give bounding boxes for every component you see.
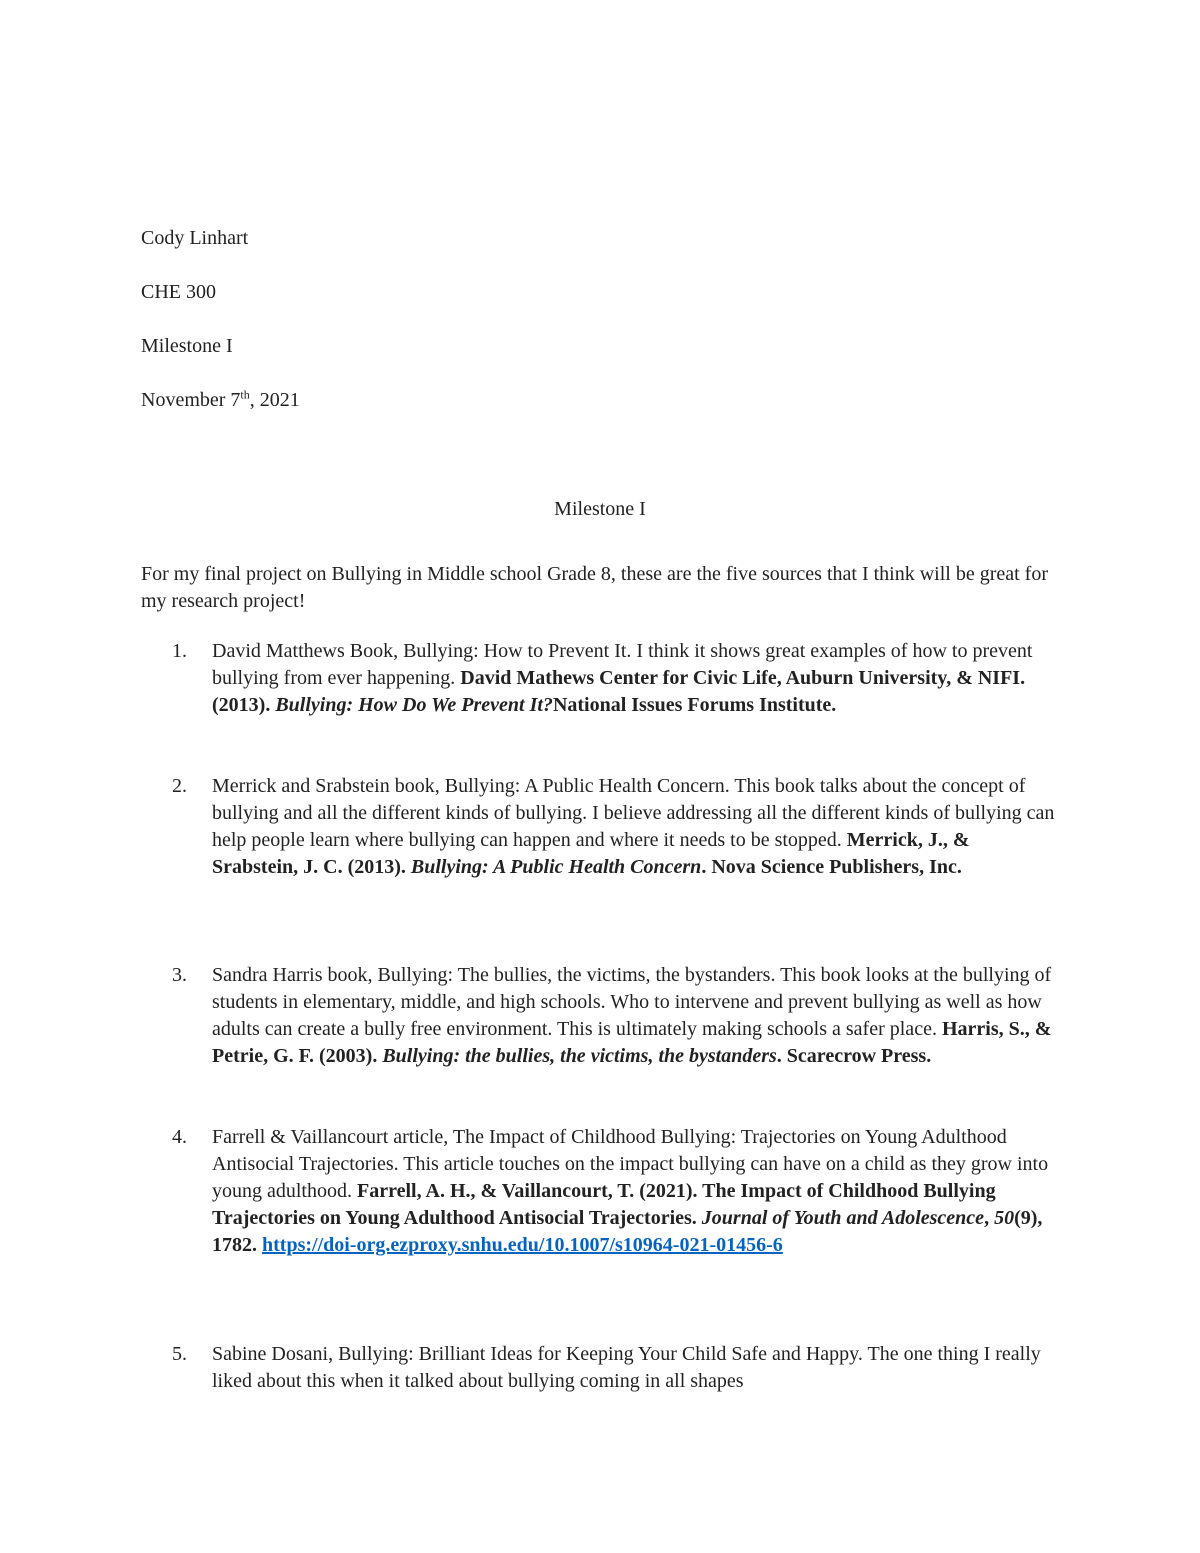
submission-date	[141, 387, 300, 414]
list-number: 4.	[172, 1126, 187, 1148]
source-list-item	[141, 638, 1066, 719]
date-month-day: November 7	[141, 389, 241, 411]
citation-title: Bullying: the bullies, the victims, the bystanders	[382, 1045, 777, 1067]
citation-title: Bullying: How Do We Prevent It?	[275, 694, 553, 716]
source-summary: Farrell & Vaillancourt article, The Impact of Childhood Bullying: Trajectories on Young Adulthood Antisocial Trajectories. This article touches on the impact bullying can have on a child as they grow into young adulthood.	[212, 1126, 1049, 1202]
source-list-item	[141, 1124, 1066, 1259]
citation-publisher: National Issues Forums Institute.	[552, 694, 837, 716]
date-ordinal: th	[240, 387, 250, 402]
source-description	[212, 773, 1058, 881]
citation-authors: Farrell, A. H., & Vaillancourt, T. (2021). The Impact of Childhood Bullying Trajectories on Young Adulthood Antisocial Trajectories.	[212, 1180, 996, 1229]
assignment-name: Milestone I	[141, 335, 233, 357]
list-number: 5.	[172, 1343, 187, 1365]
source-description	[212, 638, 1058, 719]
citation-authors: Merrick, J., & Srabstein, J. C. (2013).	[212, 829, 970, 878]
citation-volume: 50	[994, 1207, 1015, 1229]
source-summary: David Matthews Book, Bullying: How to Prevent It. I think it shows great examples of how to prevent bullying from ever happening.	[212, 640, 1033, 689]
citation-publisher: . Scarecrow Press.	[776, 1045, 932, 1067]
intro-paragraph: For my final project on Bullying in Middle school Grade 8, these are the five sources that I think will be great for my research project!	[141, 563, 1048, 612]
source-description	[212, 1124, 1058, 1259]
list-number: 1.	[172, 640, 187, 662]
citation-title: Bullying: A Public Health Concern	[410, 856, 702, 878]
source-description	[212, 962, 1058, 1070]
citation-authors: David Mathews Center for Civic Life, Auburn University, & NIFI. (2013).	[212, 667, 1026, 716]
source-summary: Merrick and Srabstein book, Bullying: A Public Health Concern. This book talks about the concept of bullying and all the different kinds of bullying. I believe addressing all the different kinds of bullying can help people learn where bullying can happen and where it needs to be stopped.	[212, 775, 1055, 851]
source-description	[212, 1341, 1058, 1395]
list-number: 2.	[172, 775, 187, 797]
list-number: 3.	[172, 964, 187, 986]
citation-separator: ,	[984, 1207, 990, 1229]
citation-issue-pages: (9), 1782.	[212, 1207, 1043, 1256]
source-summary: Sabine Dosani, Bullying: Brilliant Ideas for Keeping Your Child Safe and Happy. The one thing I really liked about this when it talked about bullying coming in all shapes	[212, 1343, 1041, 1392]
source-list-item	[141, 962, 1066, 1070]
doi-link[interactable]: https://doi-org.ezproxy.snhu.edu/10.1007/s10964-021-01456-6	[262, 1234, 783, 1256]
source-list-item	[141, 1341, 1066, 1395]
course-code: CHE 300	[141, 281, 216, 303]
author-name: Cody Linhart	[141, 227, 249, 249]
citation-journal: Journal of Youth and Adolescence	[701, 1207, 985, 1229]
source-summary: Sandra Harris book, Bullying: The bullies, the victims, the bystanders. This book looks at the bullying of students in elementary, middle, and high schools. Who to intervene and prevent bullying as well as how adults can create a bully free environment. This is ultimately making schools a safer place.	[212, 964, 1052, 1040]
citation-publisher: . Nova Science Publishers, Inc.	[701, 856, 962, 878]
date-year: , 2021	[249, 389, 300, 411]
document-title: Milestone I	[554, 498, 646, 520]
citation-authors: Harris, S., & Petrie, G. F. (2003).	[212, 1018, 1052, 1067]
source-list-item	[141, 773, 1066, 881]
